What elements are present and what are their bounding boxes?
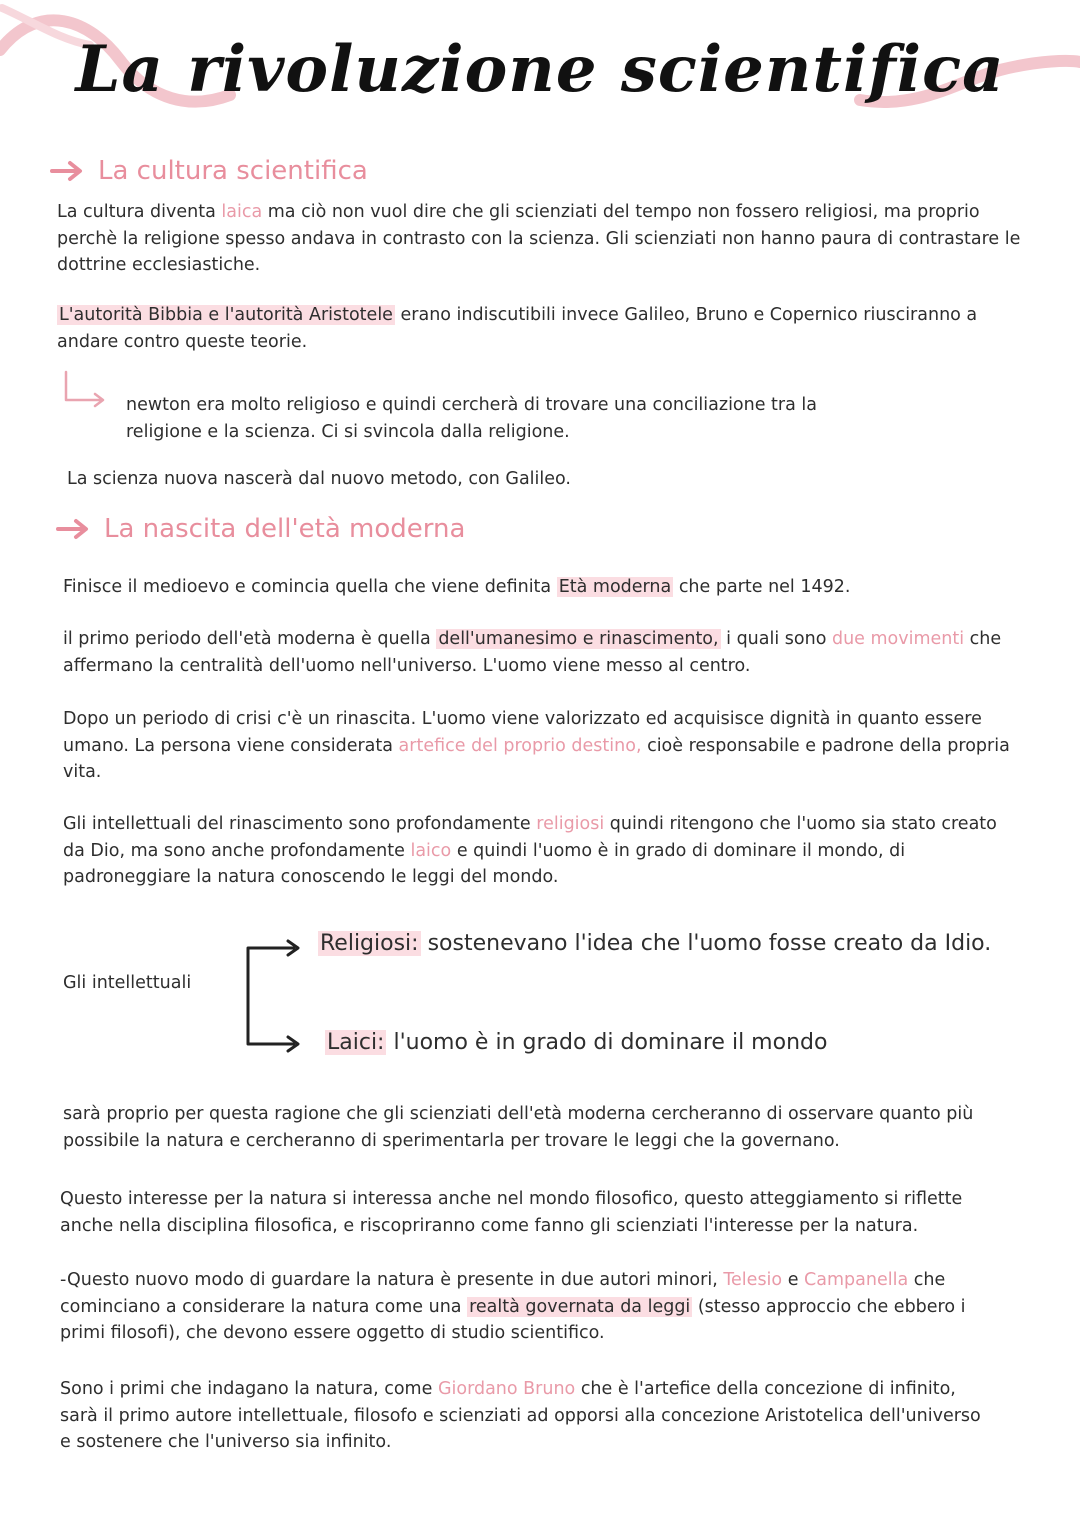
text-run: erano indiscutibili invece Galileo, Bruno e Copernico riusciranno a: [394, 305, 978, 325]
branch-text: l'uomo è in grado di dominare il mondo: [386, 1030, 828, 1055]
text-run: Dopo un periodo di crisi c'è un rinascita. L'uomo viene valorizzato ed acquisisce dignità in quanto essere: [63, 709, 982, 729]
keyword: due movimenti: [831, 629, 965, 649]
text-run: che parte nel 1492.: [673, 577, 851, 597]
branch-bracket-icon: [240, 930, 310, 1060]
keyword: laico: [410, 840, 452, 861]
highlight: Età moderna: [558, 577, 672, 597]
text-run: il primo periodo dell'età moderna è quella: [63, 629, 437, 649]
text-run: newton era molto religioso e quindi cercherà di trovare una conciliazione tra la: [126, 395, 817, 415]
text-run: Sono i primi che indagano la natura, come: [60, 1379, 438, 1399]
text-run: anche nella disciplina filosofica, e riscopriranno come fanno gli scienziati l'interesse per la natura.: [60, 1215, 919, 1236]
text-run: -Questo nuovo modo di guardare la natura è presente in due autori minori,: [60, 1270, 724, 1290]
text-run: andare contro queste teorie.: [57, 331, 308, 352]
text-run: ma ciò non vuol dire che gli scienziati del tempo non fossero religiosi, ma proprio: [262, 202, 980, 222]
text-run: da Dio, ma sono anche profondamente: [63, 840, 411, 861]
text-run: padroneggiare la natura conoscendo le leggi del mondo.: [63, 867, 559, 887]
text-run: affermano la centralità dell'uomo nell'universo. L'uomo viene messo al centro.: [63, 655, 751, 676]
branch-text: sostenevano l'idea che l'uomo fosse creato da Idio.: [420, 931, 992, 956]
text-run: i quali sono: [720, 629, 832, 649]
paragraph: [60, 1267, 1050, 1347]
highlight: L'autorità Bibbia e l'autorità Aristotele: [59, 305, 393, 325]
text-run: e quindi l'uomo è in grado di dominare il mondo, di: [451, 840, 906, 861]
paragraph: [57, 199, 1047, 279]
paragraph: [67, 466, 1027, 493]
highlight: realtà governata da leggi: [469, 1296, 691, 1317]
paragraph: [63, 811, 1053, 891]
text-run: e sostenere che l'universo sia infinito.: [60, 1432, 392, 1452]
section-heading-cultura: [50, 156, 368, 186]
paragraph: [63, 574, 1053, 601]
highlight: dell'umanesimo e rinascimento,: [438, 629, 719, 649]
keyword-laica: laica: [221, 202, 263, 222]
text-run: che: [964, 629, 1002, 649]
paragraph: [63, 706, 1053, 786]
text-run: primi filosofi), che devono essere oggetto di studio scientifico.: [60, 1323, 605, 1343]
text-run: quindi ritengono che l'uomo sia stato creato: [604, 814, 997, 834]
branch-label: Laici:: [327, 1030, 385, 1055]
arrow-right-icon: [56, 517, 92, 541]
diagram-branch-laici: [325, 1030, 827, 1057]
text-run: che è l'artefice della concezione di infinito,: [575, 1379, 956, 1399]
keyword: artefice del proprio destino,: [398, 735, 642, 756]
text-run: umano. La persona viene considerata: [63, 735, 399, 756]
text-run: religione e la scienza. Ci si svincola dalla religione.: [126, 421, 570, 442]
text-run: vita.: [63, 762, 102, 782]
text-run: che: [908, 1270, 946, 1290]
text-run: La scienza nuova nascerà dal nuovo metodo, con Galileo.: [67, 469, 571, 489]
keyword-telesio: Telesio: [723, 1270, 783, 1290]
arrow-right-icon: [50, 159, 86, 183]
keyword-giordano-bruno: Giordano Bruno: [437, 1379, 576, 1399]
text-run: sarà il primo autore intellettuale, filosofo e scienziati ad opporsi alla concezione Aristotelica dell'universo: [60, 1405, 981, 1426]
keyword: religiosi: [536, 814, 605, 834]
section-heading-eta-moderna: [56, 514, 465, 544]
text-run: dottrine ecclesiastiche.: [57, 255, 261, 275]
text-run: e: [782, 1270, 805, 1290]
page-title: La rivoluzione scientifica: [75, 32, 1005, 107]
text-run: cioè responsabile e padrone della propria: [641, 735, 1010, 756]
branch-label: Religiosi:: [320, 931, 419, 956]
paragraph: [126, 392, 1026, 445]
text-run: Finisce il medioevo e comincia quella che viene definita: [63, 577, 557, 597]
section-heading-text: La cultura scientifica: [98, 156, 368, 186]
paragraph: [57, 302, 1047, 355]
section-heading-text: La nascita dell'età moderna: [104, 514, 466, 544]
text-run: possibile la natura e cercheranno di sperimentarla per trovare le leggi che la governano.: [63, 1130, 840, 1151]
text-run: sarà proprio per questa ragione che gli scienziati dell'età moderna cercheranno di osservare quanto più: [63, 1104, 974, 1124]
diagram-root: Gli intellettuali: [63, 973, 192, 993]
keyword-campanella: Campanella: [804, 1270, 909, 1290]
text-run: La cultura diventa: [57, 202, 222, 222]
diagram-branch-religiosi: [318, 931, 991, 958]
text-run: Gli intellettuali del rinascimento sono profondamente: [63, 814, 537, 834]
paragraph: [63, 1101, 1053, 1154]
paragraph: [60, 1186, 1050, 1239]
text-run: (stesso approccio che ebbero i: [692, 1296, 966, 1317]
hook-arrow-icon: [62, 370, 112, 410]
paragraph: [63, 626, 1053, 679]
text-run: Questo interesse per la natura si interessa anche nel mondo filosofico, questo atteggiamento si riflette: [60, 1189, 963, 1209]
text-run: cominciano a considerare la natura come una: [60, 1296, 468, 1317]
text-run: perchè la religione spesso andava in contrasto con la scienza. Gli scienziati non hanno paura di contrastare le: [57, 228, 1021, 249]
paragraph: [60, 1376, 1050, 1456]
